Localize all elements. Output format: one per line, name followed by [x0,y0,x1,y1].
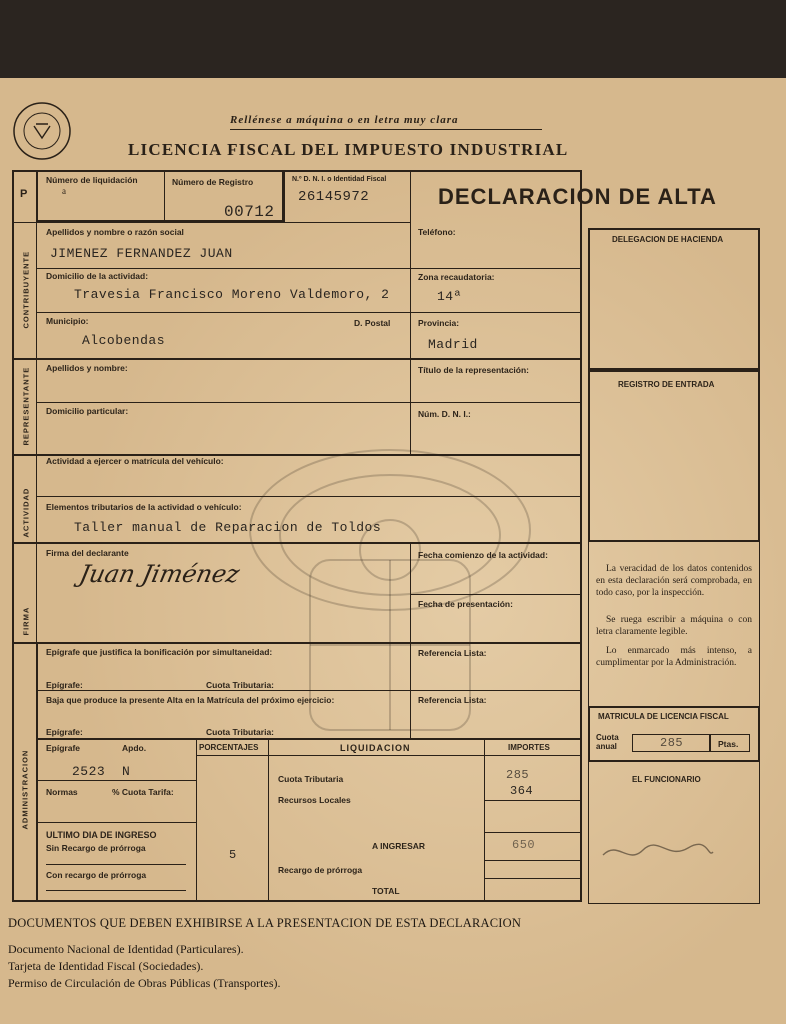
municipio-value[interactable]: Alcobendas [82,333,166,348]
form-title: LICENCIA FISCAL DEL IMPUESTO INDUSTRIAL [128,140,569,159]
representante-section-label: REPRESENTANTE [21,366,31,446]
contribuyente-section-label: CONTRIBUYENTE [21,250,31,329]
note-enmarcado: Lo enmarcado más intenso, a cumplimentar por la Administración. [596,646,752,668]
actividad-ejercer-label: Actividad a ejercer o matrícula del vehículo: [46,456,224,466]
liquidacion-label: Número de liquidación [46,175,138,185]
porcentajes-label: PORCENTAJES [199,743,259,752]
apdo-label: Apdo. [122,743,147,753]
cuota-tributaria-liq: Cuota Tributaria [278,774,344,784]
domicilio-label: Domicilio de la actividad: [46,271,149,281]
registro-label: Número de Registro [172,177,254,187]
zona-label: Zona recaudatoria: [418,272,495,282]
provincia-value[interactable]: Madrid [428,337,478,352]
cuota-tributaria-1: Cuota Tributaria: [206,680,275,690]
firma-label: Firma del declarante [46,548,129,558]
fill-instruction: Rellénese a máquina o en letra muy clara [230,114,459,126]
p-label: P [20,188,28,200]
importe-cuota[interactable]: 285 [506,768,530,782]
elementos-value[interactable]: Taller manual de Reparacion de Toldos [74,520,382,535]
official-seal-icon [10,100,74,162]
epigrafe-value[interactable]: 2523 [72,764,106,779]
delegacion-box [588,228,760,370]
footer-item-dni: Documento Nacional de Identidad (Particulares). [8,942,244,956]
epigrafe-label-2: Epígrafe: [46,727,83,737]
name-value[interactable]: JIMENEZ FERNANDEZ JUAN [50,246,233,261]
delegacion-label: DELEGACION DE HACIENDA [612,235,724,244]
cuota-tributaria-2: Cuota Tributaria: [206,727,275,737]
rep-name-label: Apellidos y nombre: [46,363,128,373]
elementos-label: Elementos tributarios de la actividad o vehículo: [46,502,242,512]
epigrafe-bonif-label: Epígrafe que justifica la bonificación por simultaneidad: [46,647,273,657]
funcionario-scribble [598,830,718,870]
sin-recargo-label: Sin Recargo de prórroga [46,843,146,853]
recargo-prorroga: Recargo de prórroga [278,865,363,875]
nif-value[interactable]: 26145972 [298,189,370,205]
epigrafe-label-1: Epígrafe: [46,680,83,690]
registro-value[interactable]: 00712 [224,203,275,221]
fecha-comienzo-label: Fecha comienzo de la actividad: [418,550,548,560]
baja-label: Baja que produce la presente Alta en la Matrícula del próximo ejercicio: [46,695,335,705]
recursos-locales: Recursos Locales [278,795,351,805]
total-label: TOTAL [372,886,400,896]
importe-ingresar[interactable]: 650 [512,838,536,852]
declarant-signature: Juan Jiménez [77,560,243,588]
epigrafe-apdo-label: Epígrafe [46,743,81,753]
footer-item-permiso: Permiso de Circulación de Obras Públicas (Transportes). [8,976,281,990]
administracion-section-label: ADMINISTRACION [20,749,30,830]
firma-section-label: FIRMA [21,606,31,636]
footer-item-tarjeta: Tarjeta de Identidad Fiscal (Sociedades). [8,959,204,973]
nif-label: N.º D. N. I. o Identidad Fiscal [292,176,387,183]
municipio-label: Municipio: [46,316,89,326]
cuota-tarifa-label: % Cuota Tarifa: [112,787,174,797]
liquidacion-label: LIQUIDACION [340,743,411,753]
matricula-label: MATRICULA DE LICENCIA FISCAL [598,712,729,721]
declaration-title: DECLARACION DE ALTA [438,184,717,209]
dni-label: Núm. D. N. I.: [418,409,471,419]
normas-label: Normas [46,787,78,797]
provincia-label: Provincia: [418,318,460,328]
a-ingresar: A INGRESAR [372,841,426,851]
importes-label: IMPORTES [508,743,550,752]
actividad-section-label: ACTIVIDAD [21,487,31,538]
cuota-anual-value[interactable]: 285 [660,736,684,750]
postal-label: D. Postal [354,318,391,328]
referencia-lista-2: Referencia Lista: [418,695,487,705]
referencia-lista-1: Referencia Lista: [418,648,487,658]
importe-recursos[interactable]: 364 [510,784,534,798]
ptas-label: Ptas. [718,739,739,749]
rep-domicilio-label: Domicilio particular: [46,406,129,416]
apdo-value[interactable]: N [122,764,131,779]
con-recargo-label: Con recargo de prórroga [46,870,147,880]
funcionario-label: EL FUNCIONARIO [632,775,701,784]
ultimo-dia-label: ULTIMO DIA DE INGRESO [46,830,157,840]
porcentaje-value[interactable]: 5 [229,848,237,862]
domicilio-value[interactable]: Travesia Francisco Moreno Valdemoro, 2 [74,287,390,302]
zona-value[interactable]: 14ª [437,289,462,304]
titulo-label: Título de la representación: [418,365,529,375]
telefono-label: Teléfono: [418,227,456,237]
fecha-presentacion-label: Fecha de presentación: [418,599,513,609]
note-veracidad: La veracidad de los datos contenidos en esta declaración será comprobada, en todo caso, por la inspección. [596,564,752,598]
registro-entrada-box [588,370,760,542]
note-escribir: Se ruega escribir a máquina o con letra claramente legible. [596,615,752,637]
footer-heading: DOCUMENTOS QUE DEBEN EXHIBIRSE A LA PRESENTACION DE ESTA DECLARACION [8,916,522,930]
admin-box [36,642,582,902]
registro-entrada-label: REGISTRO DE ENTRADA [618,380,715,389]
name-label: Apellidos y nombre o razón social [46,227,184,237]
cuota-anual-label: Cuota anual [596,733,619,751]
